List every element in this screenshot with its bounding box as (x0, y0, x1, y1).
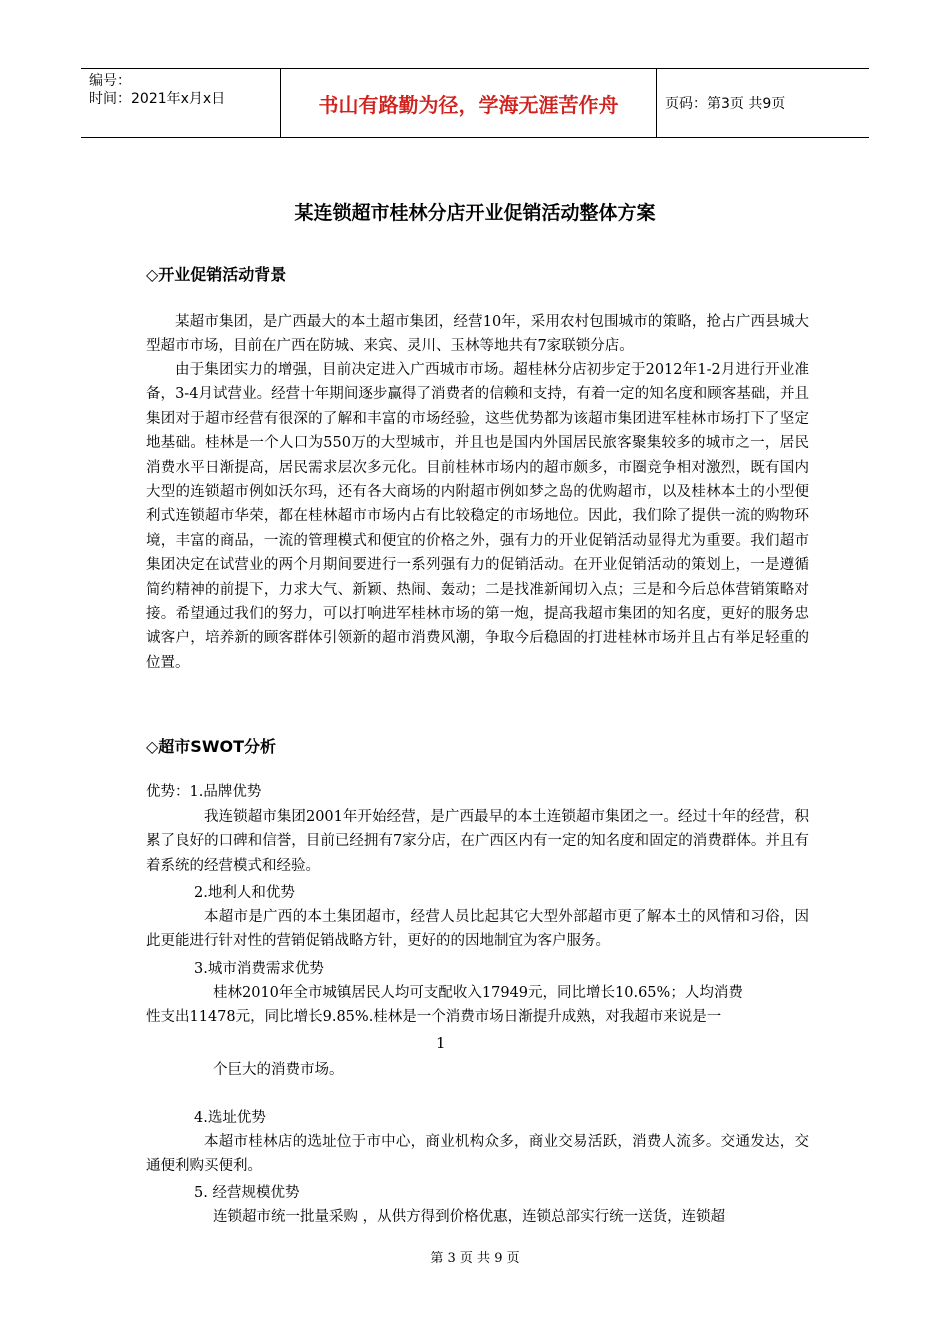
swot-item-3-label: 3.城市消费需求优势 (194, 961, 324, 977)
section-heading-background: ◇开业促销活动背景 (146, 265, 287, 284)
header-page-label: 页码：第3页 共9页 (665, 96, 786, 112)
header-code-label: 编号： (89, 73, 131, 89)
header-meta (81, 69, 281, 137)
header-time-label: 时间：2021年x月x日 (89, 91, 226, 107)
swot-item-3-line-2: 性支出11478元，同比增长9.85%.桂林是一个消费市场日渐提升成熟，对我超市来说是一 (146, 1009, 722, 1025)
background-paragraph-1: 某超市集团，是广西最大的本土超市集团，经营10年，采用农村包围城市的策略，抢占广西县城大型超市市场，目前在广西在防城、来宾、灵川、玉林等地共有7家联锁分店。 (146, 314, 809, 355)
swot-item-3-line-1: 桂林2010年全市城镇居民人均可支配收入17949元，同比增长10.65%；人均消费 (213, 985, 743, 1001)
document-header (81, 68, 869, 138)
swot-item-2-label: 2.地利人和优势 (194, 885, 295, 901)
header-motto: 书山有路勤为径，学海无涯苦作舟 (281, 69, 657, 137)
inline-page-marker: 1 (436, 1034, 446, 1052)
document-title: 某连锁超市桂林分店开业促销活动整体方案 (294, 202, 656, 224)
background-paragraph-2: 由于集团实力的增强，目前决定进入广西城市市场。超桂林分店初步定于2012年1-2月进行开业准备，3-4月试营业。经营十年期间逐步赢得了消费者的信赖和支持，有着一定的知名度和顾客基础，并且集团对于超市经营有很深的了解和丰富的市场经验，这些优势都为该超市集团进军桂林市场打下了坚定地基础。桂林是一个人口为550万的大型城市，并且也是国内外国居民旅客聚集较多的城市之一，居民消费水平日渐提高，居民需求层次多元化。目前桂林市场内的超市颇多，市圈竞争相对激烈，既有国内大型的连锁超市例如沃尔玛，还有各大商场的内附超市例如梦之岛的优购超市，以及桂林本土的小型便利式连锁超市华荣，都在桂林超市市场内占有比较稳定的市场地位。因此，我们除了提供一流的购物环境，丰富的商品，一流的管理模式和便宜的价格之外，强有力的开业促销活动显得尤为重要。我们超市集团决定在试营业的两个月期间要进行一系列强有力的促销活动。在开业促销活动的策划上，一是遵循简约精神的前提下，力求大气、新颖、热闹、轰动；二是找准新闻切入点；三是和今后总体营销策略对接。希望通过我们的努力，可以打响进军桂林市场的第一炮，提高我超市集团的知名度，更好的服务忠诚客户，培养新的顾客群体引领新的超市消费风潮，争取今后稳固的打进桂林市场并且占有举足轻重的位置。 (146, 362, 809, 671)
swot-item-5-label: 5. 经营规模优势 (194, 1185, 300, 1201)
swot-item-1-text: 我连锁超市集团2001年开始经营，是广西最早的本土连锁超市集团之一。经过十年的经营，积累了良好的口碑和信誉，目前已经拥有7家分店，在广西区内有一定的知名度和固定的消费群体。并且有着系统的经营模式和经验。 (146, 809, 809, 874)
swot-item-1-label: 优势：1.品牌优势 (146, 784, 262, 800)
page-footer: 第 3 页 共 9 页 (430, 1251, 520, 1266)
swot-item-4-text: 本超市桂林店的选址位于市中心，商业机构众多，商业交易活跃，消费人流多。交通发达，交通便利购买便利。 (146, 1134, 809, 1175)
swot-item-3-line-3: 个巨大的消费市场。 (213, 1062, 344, 1078)
section-heading-swot: ◇超市SWOT分析 (146, 737, 276, 756)
swot-item-5-line-1: 连锁超市统一批量采购 ，从供方得到价格优惠，连锁总部实行统一送货，连锁超 (213, 1209, 726, 1225)
swot-item-4-label: 4.选址优势 (194, 1110, 266, 1126)
swot-item-2-text: 本超市是广西的本土集团超市，经营人员比起其它大型外部超市更了解本土的风情和习俗，因此更能进行针对性的营销促销战略方针，更好的的因地制宜为客户服务。 (146, 909, 809, 950)
